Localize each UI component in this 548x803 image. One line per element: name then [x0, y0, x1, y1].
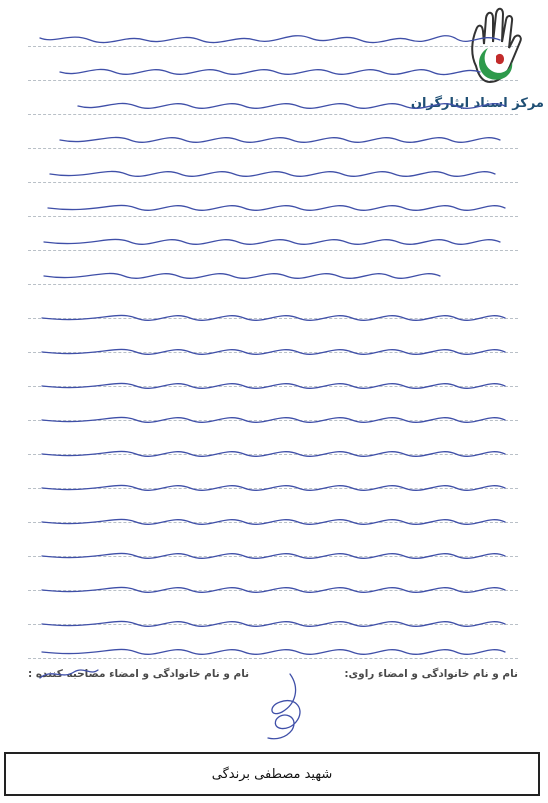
caption-box [4, 752, 540, 796]
interviewer-signature-label: نام و نام خانوادگی و امضاء مصاحبه کننده : [28, 668, 250, 680]
narrator-signature-label: نام و نام خانوادگی و امضاء راوی: [344, 668, 518, 680]
org-name: مرکز اسناد ایثارگران [410, 96, 544, 111]
caption-text: شهید مصطفی برندگی [211, 766, 333, 782]
handwritten-signatures [0, 660, 548, 750]
